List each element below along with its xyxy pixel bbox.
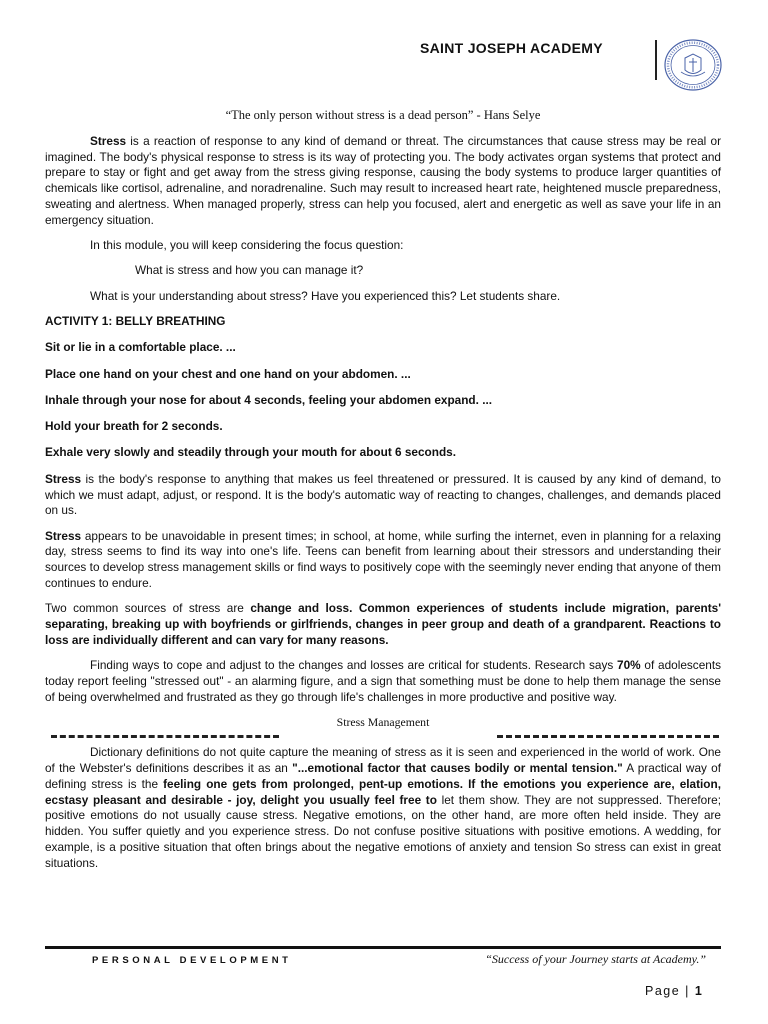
section-heading-row xyxy=(45,715,721,745)
decorative-dashes-right xyxy=(497,735,719,738)
para4-c: . xyxy=(349,601,359,616)
school-name: SAINT JOSEPH ACADEMY xyxy=(420,40,603,56)
school-seal-icon xyxy=(663,38,723,92)
page-label: Page | xyxy=(645,984,695,998)
footer-subject: PERSONAL DEVELOPMENT xyxy=(92,955,292,966)
para2-term: Stress xyxy=(45,471,82,486)
activity-title: ACTIVITY 1: BELLY BREATHING xyxy=(45,313,226,328)
focus-question: What is stress and how you can manage it? xyxy=(135,263,364,278)
para3-term: Stress xyxy=(45,528,82,543)
para5-a: Finding ways to cope and adjust to the changes and losses are critical for students. Research says xyxy=(90,658,618,673)
para4-d: Common experiences of students include migration, parents' separating, breaking up with boyfriends or girlfriends, changes in peer group and death of a grandparent. Reactions to loss are individually different and can vary for many reasons. xyxy=(45,601,722,647)
activity-step: Inhale through your nose for about 4 seconds, feeling your abdomen expand. ... xyxy=(45,392,493,407)
intro-text: is a reaction of response to any kind of demand or threat. The circumstances that cause stress may be real or imagined. The body's physical response to stress is its way of protecting you. The body activates organ systems that protect and prepare to stay or fight and get away from the stress giving response, causing the body systems to produce larger quantities of chemicals like cortisol, adrenaline, and noradrenaline. Such may result to increased heart rate, heightened muscle preparedness, sweating and alertness. When managed properly, stress can help you focused, alert and energetic as well as save your life in an emergency situation. xyxy=(45,133,721,227)
para3-text: appears to be unavoidable in present times; in school, at home, while surfing the internet, even in planning for a relaxing day, stress seems to find its way into one's life. Teens can benefit from learning about their stressors and understanding their sources to develop stress management skills or find ways to positively cope with the seemingly never ending that anyone of them continues to endure. xyxy=(45,528,721,591)
stress-management-paragraph xyxy=(45,745,721,871)
para6-d: feeling one gets from prolonged, pent-up emotions. If the emotions you experience are, elation, ecstasy pleasant and desirable - joy, delight you usually feel free to xyxy=(45,776,721,807)
activity-step: Place one hand on your chest and one hand on your abdomen. ... xyxy=(45,366,411,381)
para5-b: 70% xyxy=(617,658,641,673)
section-title: Stress Management xyxy=(336,715,430,730)
para4-b: change and loss xyxy=(250,601,350,616)
activity-step: Hold your breath for 2 seconds. xyxy=(45,419,223,434)
module-line: In this module, you will keep considering the focus question: xyxy=(90,238,404,253)
intro-paragraph xyxy=(45,134,721,229)
footer-rule xyxy=(45,946,721,949)
activity-step: Exhale very slowly and steadily through your mouth for about 6 seconds. xyxy=(45,445,457,460)
para6-a: Dictionary definitions do not quite capture the meaning of stress as it is seen and experienced in the world of work. One of the Webster's definitions describes it as an xyxy=(45,745,721,775)
para6-e: let them show. They are not suppressed. Therefore; positive emotions do not usually cause stress. Negative emotions, on the other hand, are more often held inside. They are hidden. You suffer quietly and you experience stress. Do not confuse positive situations with positive emotions. A wedding, for example, is a positive situation that often brings about the negative emotions of anxiety and tension So stress can exist in great situations. xyxy=(45,792,721,870)
document-body xyxy=(45,108,721,881)
understanding-prompt: What is your understanding about stress? Have you experienced this? Let students share. xyxy=(90,288,561,303)
intro-term: Stress xyxy=(90,133,127,148)
stress-unavoidable-paragraph xyxy=(45,529,721,592)
coping-paragraph xyxy=(45,658,721,705)
para2-text: is the body's response to anything that makes us feel threatened or pressured. It is caused by any kind of demand, to which we must adapt, adjust, or respond. It is the body's automatic way of reacting to changes, challenges, and demands placed on us. xyxy=(45,471,721,518)
activity-step: Sit or lie in a comfortable place. ... xyxy=(45,340,236,355)
sources-paragraph xyxy=(45,601,721,648)
header-divider xyxy=(655,40,657,80)
stress-definition-paragraph xyxy=(45,472,721,519)
para6-b: "...emotional factor that causes bodily or mental tension." xyxy=(292,760,623,775)
para5-c: of adolescents today report feeling "stressed out" - an alarming figure, and a sign that something must be done to help them manage the sense of being overwhelmed and frustrated as they go through life's challenges in more productive and positive way. xyxy=(45,658,721,704)
para4-a: Two common sources of stress are xyxy=(45,601,251,616)
decorative-dashes-left xyxy=(51,735,279,738)
page-value: 1 xyxy=(694,984,702,998)
opening-quote: “The only person without stress is a dead person” - Hans Selye xyxy=(225,108,541,122)
page-number xyxy=(645,984,702,998)
para6-c: A practical way of defining stress is the xyxy=(45,760,721,791)
footer-motto: “Success of your Journey starts at Academy.” xyxy=(485,952,706,966)
